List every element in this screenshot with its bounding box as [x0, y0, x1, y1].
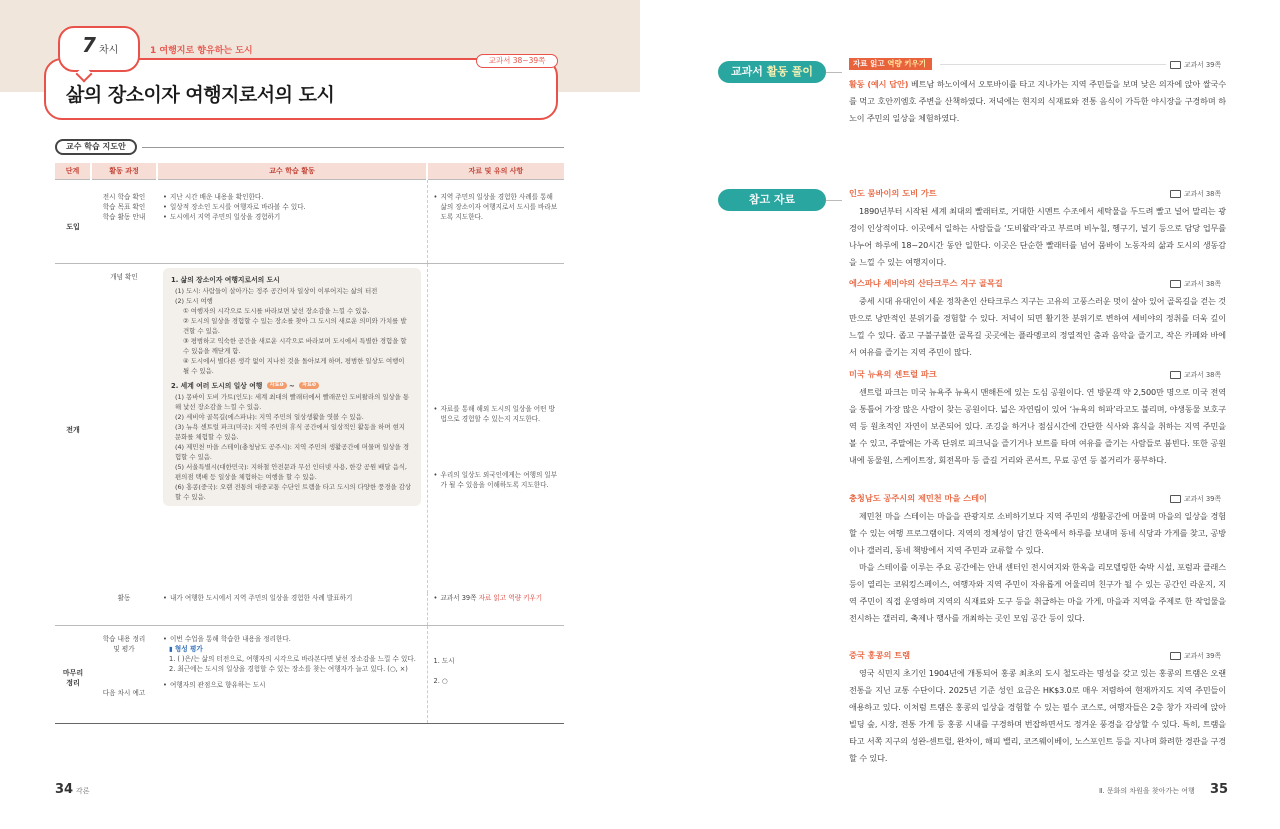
- book-icon: [1170, 190, 1181, 198]
- formative-eval-heading: ▮ 형성 평가: [169, 644, 203, 653]
- article-body: 센트럴 파크는 미국 뉴욕주 뉴욕시 맨해튼에 있는 도심 공원이다. 연 방문객 약 2,500만 명으로 미국 전역을 통틀어 가장 많은 사람이 찾는 공원이다. 넓은 자연림이 있어 ‘뉴욕의 허파’라고도 불리며, 야생동물 보호구역 등 원초적인 자연이 보존되어 있다. 조깅을 하거나 점심시간에 간단한 식사와 휴식을 취하는 지역 주민을 볼 수 있고, 주말에는 가족 단위로 피크닉을 즐기거나 보트를 타며 여유를 즐기는 사람들로 붐빈다. 또한 공원 내에 동물원, 스케이트장, 회전목마 등 즐길 거리와 콘서트, 무료 공연 등 볼거리가 풍부하다.: [849, 387, 1226, 465]
- concept-subitem: ④ 도시에서 별다른 생각 없이 지나친 것을 돌아보게 하며, 평범한 일상도 여행이 될 수 있음.: [183, 356, 405, 375]
- process-item: 활동: [117, 594, 131, 602]
- footer-label-right: Ⅱ. 문화의 차원을 찾아가는 여행: [1099, 787, 1195, 795]
- notes-intro: [427, 179, 564, 263]
- article-ref-text: 교과서 39쪽: [1184, 652, 1222, 660]
- table-row-intro: [55, 179, 564, 263]
- answer-text: 베트남 하노이에서 오토바이를 타고 지나가는 지역 주민들을 보며 낮은 의자에 앉아 쌀국수를 먹고 호안끼엠호 주변을 산책하였다. 저녁에는 현지의 식재료와 전통 음식이 가득한 야시장을 구경하며 하노이 주민의 일상을 체험하였다.: [849, 79, 1226, 123]
- activity-divider: [826, 72, 842, 73]
- section-subtitle: 1 여행지로 향유하는 도시: [150, 46, 253, 56]
- article-ref: [1170, 369, 1221, 379]
- answer-badge: 활동 (예시 답안): [849, 79, 909, 89]
- activity-closing: [157, 625, 427, 723]
- guide-divider: [142, 147, 564, 148]
- article-ref-text: 교과서 38쪽: [1184, 371, 1222, 379]
- article-ref: [1170, 650, 1221, 660]
- activity-title-rule: [940, 64, 1166, 65]
- notes-development: [427, 263, 564, 593]
- process-closing: [91, 625, 157, 723]
- article-ref: [1170, 188, 1221, 198]
- article-ref: [1170, 278, 1221, 288]
- eval-question: 2. 최근에는 도시의 일상을 경험할 수 있는 장소를 찾는 여행자가 늘고 있다. (○, ×): [169, 664, 408, 673]
- concept-item: (3) 뉴욕 센트럴 파크(미국): 지역 주민의 휴식 공간에서 일상적인 활동을 하며 현지 문화를 체험할 수 있음.: [175, 422, 405, 441]
- article-body: 1890년부터 시작된 세계 최대의 빨래터로, 거대한 시멘트 수조에서 세탁물을 두드려 빨고 널어 말리는 광경이 인상적이다. 이곳에서 일하는 사람들을 ‘도비왈라’라고 부르며 비누칠, 헹구기, 널기 등으로 담당 업무를 나누어 하루에 18~20시간 동안 일한다. 이곳은 단순한 빨래터를 넘어 뭄바이 노동자의 삶과 도시의 생동감을 느낄 수 있는 여행지이다.: [849, 206, 1226, 267]
- tab-reference-text: 참고 자료: [748, 193, 796, 206]
- list-item: • 일상적 장소인 도시를 여행자로 바라볼 수 있다.: [163, 202, 421, 212]
- notes-activity: [427, 593, 564, 625]
- article-ref-text: 교과서 38쪽: [1184, 190, 1222, 198]
- note-highlight: 자료 읽고 역량 키우기: [478, 594, 543, 602]
- article-title: 에스파냐 세비야의 산타크루스 지구 골목길: [849, 278, 1003, 288]
- list-item: • 도시에서 지역 주민의 일상을 경험하기: [163, 212, 421, 222]
- list-item: • 지난 시간 배운 내용을 확인한다.: [163, 192, 421, 202]
- article-ref-text: 교과서 38쪽: [1184, 280, 1222, 288]
- process-item: 및 평가: [113, 644, 135, 653]
- tab-activity-solution: [718, 61, 826, 83]
- process-concept: [91, 263, 157, 593]
- list-item: [434, 593, 561, 603]
- article-body: 마을 스테이를 이루는 주요 공간에는 안내 센터인 전시여지와 한옥을 리모델링한 숙박 시설, 포럼과 클래스 등이 열리는 코워킹스페이스, 여행자와 지역 주민이 자유롭게 어울리며 친구가 될 수 있는 공간인 라운지, 지역 주민이 직접 운영하며 지역의 식재료와 도구 등을 취급하는 마을 가게, 마을과 지역을 주제로 한 작업물을 전시하는 갤러리, 축제나 행사를 개최하는 곳인 모임 공간 등이 있다.: [849, 562, 1226, 623]
- concept-item: (1) 도시: 사람들이 살아가는 정주 공간이자 일상이 이루어지는 삶의 터전: [175, 286, 378, 295]
- eval-answer: 1. 도시: [433, 656, 455, 665]
- article-ref: [1170, 493, 1221, 503]
- list-item: • 이번 수업을 통해 학습한 내용을 정리한다.: [163, 634, 421, 644]
- stage-closing-line2: 정리: [66, 679, 80, 687]
- page-number-left: 34: [55, 782, 74, 797]
- book-icon: [1170, 61, 1181, 69]
- process-item: 다음 차시 예고: [102, 688, 146, 697]
- stage-closing: [55, 625, 91, 723]
- reference-divider: [826, 200, 842, 201]
- concept-heading-2: [171, 381, 413, 391]
- concept-heading-2-text: 2. 세계 여러 도시의 일상 여행: [171, 381, 263, 390]
- activity-ref: [1170, 59, 1221, 69]
- list-item: • 내가 여행한 도시에서 지역 주민의 일상을 경험한 사례 발표하기: [163, 593, 421, 603]
- list-item: • 지역 주민의 일상을 경험한 사례를 통해 삶의 장소이자 여행지로서 도시를 바라보도록 지도한다.: [434, 192, 561, 222]
- article-title: 충청남도 공주시의 제민천 마을 스테이: [849, 493, 987, 503]
- table-row-activity: [55, 593, 564, 625]
- stage-closing-line1: 마무리: [62, 669, 84, 677]
- table-row-closing: [55, 625, 564, 723]
- article-body: 중세 시대 유대인이 세운 정착촌인 산타크루스 지구는 고유의 고풍스러운 멋이 살아 있어 골목길을 걷는 것만으로 낭만적인 분위기를 경험할 수 있다. 저녁이 되면 활기찬 분위기로 변하여 세비야의 정취를 더욱 깊이 느낄 수 있다. 좁고 구불구불한 골목길 곳곳에는 플라멩코의 정열적인 춤과 음악을 즐기고, 작은 카페와 바에서 여유를 즐기는 지역 주민이 많다.: [849, 296, 1226, 357]
- stage-development: 전개: [55, 263, 91, 593]
- table-row-development: [55, 263, 564, 593]
- material-badge: 자료❶: [267, 382, 287, 389]
- book-icon: [1170, 495, 1181, 503]
- concept-subitem: ③ 평범하고 익숙한 공간을 새로운 시각으로 바라보며 도시에서 특별한 경험을 할 수 있음을 깨닫게 함.: [183, 336, 407, 355]
- activity-title: [849, 58, 932, 70]
- session-number: 7: [82, 33, 96, 57]
- list-item: • 우리의 일상도 외국인에게는 여행의 일부가 될 수 있음을 이해하도록 지도한다.: [434, 470, 561, 490]
- article-body: 제민천 마을 스테이는 마을을 관광지로 소비하기보다 지역 주민의 생활공간에 머물며 마을의 일상을 경험할 수 있는 여행 프로그램이다. 지역의 정체성이 담긴 한옥에서 하루를 보내며 동네 식당과 가게를 찾고, 공방이나 갤러리, 동네 책방에서 지역 주민과 교류할 수 있다.: [849, 511, 1226, 555]
- list-item: • 여행자의 관점으로 향유하는 도시: [163, 680, 421, 690]
- concept-subitem: ① 여행자의 시각으로 도시를 바라보면 낯선 장소감을 느낄 수 있음.: [183, 306, 370, 315]
- activity-ref-text: 교과서 39쪽: [1184, 61, 1222, 69]
- eval-answer: 2. ○: [433, 676, 448, 685]
- process-activity: [91, 593, 157, 625]
- header-process: 활동 과정: [91, 163, 157, 179]
- tab-reference: [718, 189, 826, 211]
- note-prefix: 교과서 39쪽: [440, 594, 479, 602]
- activity-title-b: 역량 키우기: [887, 59, 927, 68]
- process-item: 개념 확인: [110, 272, 138, 281]
- tab-activity-text-b: 활동 풀이: [766, 65, 814, 78]
- concept-box: [163, 268, 421, 506]
- activity-intro: [157, 179, 427, 263]
- concept-item: (2) 도시 여행: [175, 296, 213, 305]
- concept-item: (1) 몽바이 도비 가트(인도): 세계 최대의 빨래터에서 빨래꾼인 도비왈라의 일상을 통해 낯선 장소감을 느낄 수 있음.: [175, 392, 410, 411]
- badge-tilde: ~: [289, 381, 295, 390]
- page-number-right: 35: [1210, 782, 1229, 797]
- process-item: 학습 활동 안내: [102, 212, 146, 221]
- activity-presentation: [157, 593, 427, 625]
- process-item: 학습 목표 확인: [102, 202, 146, 211]
- concept-item: (2) 세비야 골목길(에스파냐): 지역 주민의 일상생활을 엿볼 수 있음.: [175, 412, 364, 421]
- header-activity: 교수 학습 활동: [157, 163, 427, 179]
- stage-activity-empty: [55, 593, 91, 625]
- guide-label: 교수 학습 지도안: [55, 139, 137, 155]
- article-title: 중국 홍콩의 트램: [849, 650, 911, 660]
- lesson-title: 삶의 장소이자 여행지로서의 도시: [66, 84, 335, 106]
- book-icon: [1170, 652, 1181, 660]
- concept-subitem: ② 도시의 일상을 경험할 수 있는 장소를 찾아 그 도시의 새로운 의미와 가치를 발견할 수 있음.: [183, 316, 407, 335]
- process-item: 학습 내용 정리: [102, 634, 146, 643]
- concept-item: (5) 서울특별시(대한민국): 지하철 안전문과 무선 인터넷 사용, 한강 공원 배달 음식, 편의점 택배 등 일상을 체험하는 여행을 할 수 있음.: [175, 462, 407, 481]
- activity-development: [157, 263, 427, 593]
- article-ref-text: 교과서 39쪽: [1184, 495, 1222, 503]
- activity-answer: [849, 76, 1226, 128]
- material-badge: 자료❺: [299, 382, 319, 389]
- concept-item: (4) 제민천 마을 스테이(충청남도 공주시): 지역 주민의 생활공간에 머물며 일상을 경험할 수 있음.: [175, 442, 410, 461]
- article-body: 영국 식민지 초기인 1904년에 개통되어 홍콩 최초의 도시 철도라는 명성을 갖고 있는 홍콩의 트램은 오랜 전통을 지닌 교통 수단이다. 2025년 기준 성인 요금은 HK$3.0로 매우 저렴하여 현재까지도 지역 주민들이 애용하고 있다. 이처럼 트램은 홍콩의 일상을 경험할 수 있는 필수 코스로, 여행자들은 2층 창가 자리에 앉아 빌딩 숲, 시장, 전통 가게 등 홍콩 시내를 구경하며 번잡하면서도 정겨운 풍경을 감상할 수 있다. 특히, 트램을 타고 서쪽 지구의 성완-센트럴, 완차이, 해피 밸리, 코즈웨이베이, 노스포인트 등을 지나며 화려한 경관을 구경할 수 있다.: [849, 668, 1226, 763]
- session-word: 차시: [99, 45, 119, 56]
- article-title: 인도 뭄바이의 도비 가트: [849, 188, 937, 198]
- header-stage: 단계: [55, 163, 91, 179]
- notes-closing: [427, 625, 564, 723]
- eval-question: 1. ( )은/는 삶의 터전으로, 여행자의 시각으로 바라본다면 낯선 장소감을 느낄 수 있다.: [169, 654, 416, 663]
- concept-item: (6) 홍콩(중국): 오랜 전통의 대중교통 수단인 트램을 타고 도시의 다양한 풍경을 감상할 수 있음.: [175, 482, 412, 501]
- lesson-plan-table: [55, 163, 564, 724]
- article-title: 미국 뉴욕의 센트럴 파크: [849, 369, 937, 379]
- book-icon: [1170, 280, 1181, 288]
- tab-activity-text-a: 교과서: [730, 65, 767, 78]
- table-header-row: [55, 163, 564, 179]
- process-intro: [91, 179, 157, 263]
- list-item: • 자료를 통해 해외 도시의 일상을 어떤 방법으로 경험할 수 있는지 지도한다.: [434, 404, 561, 424]
- footer-label-left: 각론: [76, 787, 90, 795]
- textbook-pages-badge: 교과서 38~39쪽: [476, 54, 558, 68]
- header-notes: 자료 및 유의 사항: [427, 163, 564, 179]
- activity-title-a: 자료 읽고: [853, 59, 888, 68]
- book-icon: [1170, 371, 1181, 379]
- stage-intro: 도입: [55, 179, 91, 263]
- process-item: 전시 학습 확인: [102, 192, 146, 201]
- concept-heading-1: 1. 삶의 장소이자 여행지로서의 도시: [171, 275, 280, 284]
